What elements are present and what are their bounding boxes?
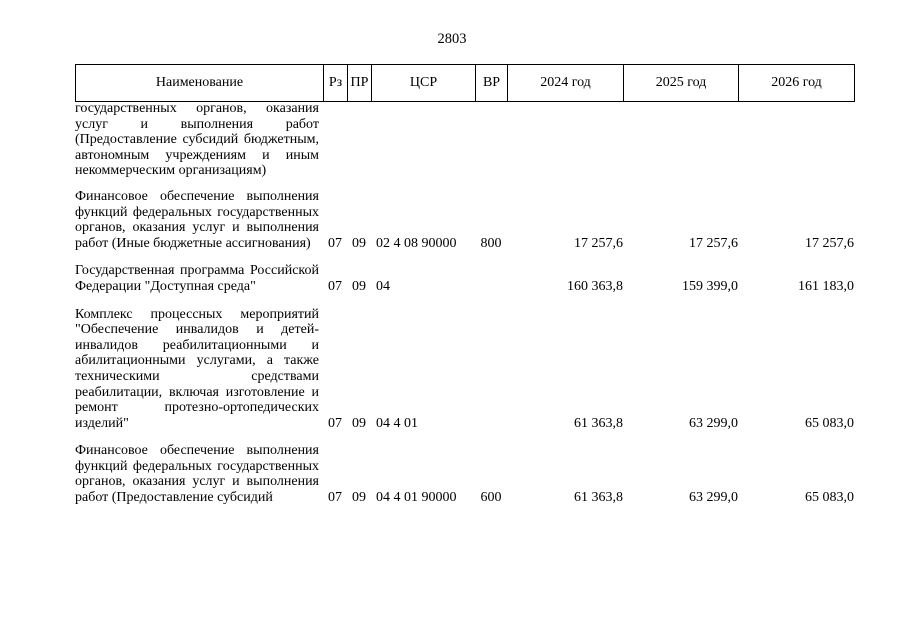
row-vr: 600 bbox=[480, 490, 502, 506]
header-csr: ЦСР bbox=[372, 65, 476, 102]
row-2026: 65 083,0 bbox=[805, 415, 854, 431]
row-rz: 07 bbox=[328, 490, 342, 506]
table-row bbox=[75, 101, 854, 189]
table-row bbox=[75, 263, 854, 306]
row-2026: 65 083,0 bbox=[805, 490, 854, 506]
row-name: Финансовое обеспечение выполнения функций федеральных государственных органов, оказания услуг и выполнения работ (Предоставление субсидий bbox=[75, 443, 319, 506]
row-2026: 161 183,0 bbox=[798, 278, 854, 294]
table-row bbox=[75, 443, 854, 517]
header-name: Наименование bbox=[76, 65, 324, 102]
row-pr bbox=[347, 101, 371, 189]
row-pr: 09 bbox=[352, 490, 366, 506]
row-2024 bbox=[507, 101, 623, 189]
row-csr bbox=[371, 101, 475, 189]
table-header bbox=[75, 64, 855, 102]
row-2026 bbox=[738, 101, 854, 189]
header-vr: ВР bbox=[476, 65, 508, 102]
header-pr: ПР bbox=[348, 65, 372, 102]
table-row bbox=[75, 307, 854, 444]
row-csr: 04 4 01 90000 bbox=[376, 490, 457, 506]
row-2025 bbox=[623, 101, 738, 189]
row-2026: 17 257,6 bbox=[805, 235, 854, 251]
row-rz: 07 bbox=[328, 278, 342, 294]
row-name: государственных органов, оказания услуг и выполнения работ (Предоставление субсидий бюджетным, автономным учреждениям и иным некоммерческим организациям) bbox=[75, 101, 319, 179]
row-name: Государственная программа Российской Федерации "Доступная среда" bbox=[75, 263, 319, 294]
row-2024: 61 363,8 bbox=[574, 415, 623, 431]
row-pr: 09 bbox=[352, 415, 366, 431]
row-2024: 61 363,8 bbox=[574, 490, 623, 506]
row-rz: 07 bbox=[328, 415, 342, 431]
row-csr: 04 bbox=[376, 278, 390, 294]
row-name: Финансовое обеспечение выполнения функций федеральных государственных органов, оказания услуг и выполнения работ (Иные бюджетные ассигнования) bbox=[75, 188, 319, 251]
table-row bbox=[75, 189, 854, 263]
row-csr: 02 4 08 90000 bbox=[376, 235, 457, 251]
row-pr: 09 bbox=[352, 278, 366, 294]
row-name: Комплекс процессных мероприятий "Обеспечение инвалидов и детей-инвалидов реабилитационными и абилитационными услугами, а также техническими средствами реабилитации, включая изготовление и ремонт протезно-ортопедических изделий" bbox=[75, 306, 319, 431]
header-rz: Рз bbox=[324, 65, 348, 102]
header-2026: 2026 год bbox=[739, 65, 855, 102]
row-2025: 63 299,0 bbox=[689, 415, 738, 431]
header-2025: 2025 год bbox=[624, 65, 739, 102]
row-rz: 07 bbox=[328, 235, 342, 251]
row-2025: 63 299,0 bbox=[689, 490, 738, 506]
row-vr bbox=[475, 101, 507, 189]
row-2025: 17 257,6 bbox=[689, 235, 738, 251]
row-2024: 160 363,8 bbox=[567, 278, 623, 294]
table-body bbox=[75, 101, 854, 518]
row-2025: 159 399,0 bbox=[682, 278, 738, 294]
page-number: 2803 bbox=[437, 31, 467, 47]
row-vr: 800 bbox=[480, 235, 502, 251]
row-pr: 09 bbox=[352, 235, 366, 251]
row-vr bbox=[475, 307, 507, 444]
row-rz bbox=[323, 101, 347, 189]
row-csr: 04 4 01 bbox=[376, 415, 418, 431]
header-2024: 2024 год bbox=[508, 65, 624, 102]
row-2024: 17 257,6 bbox=[574, 235, 623, 251]
row-vr bbox=[475, 263, 507, 306]
